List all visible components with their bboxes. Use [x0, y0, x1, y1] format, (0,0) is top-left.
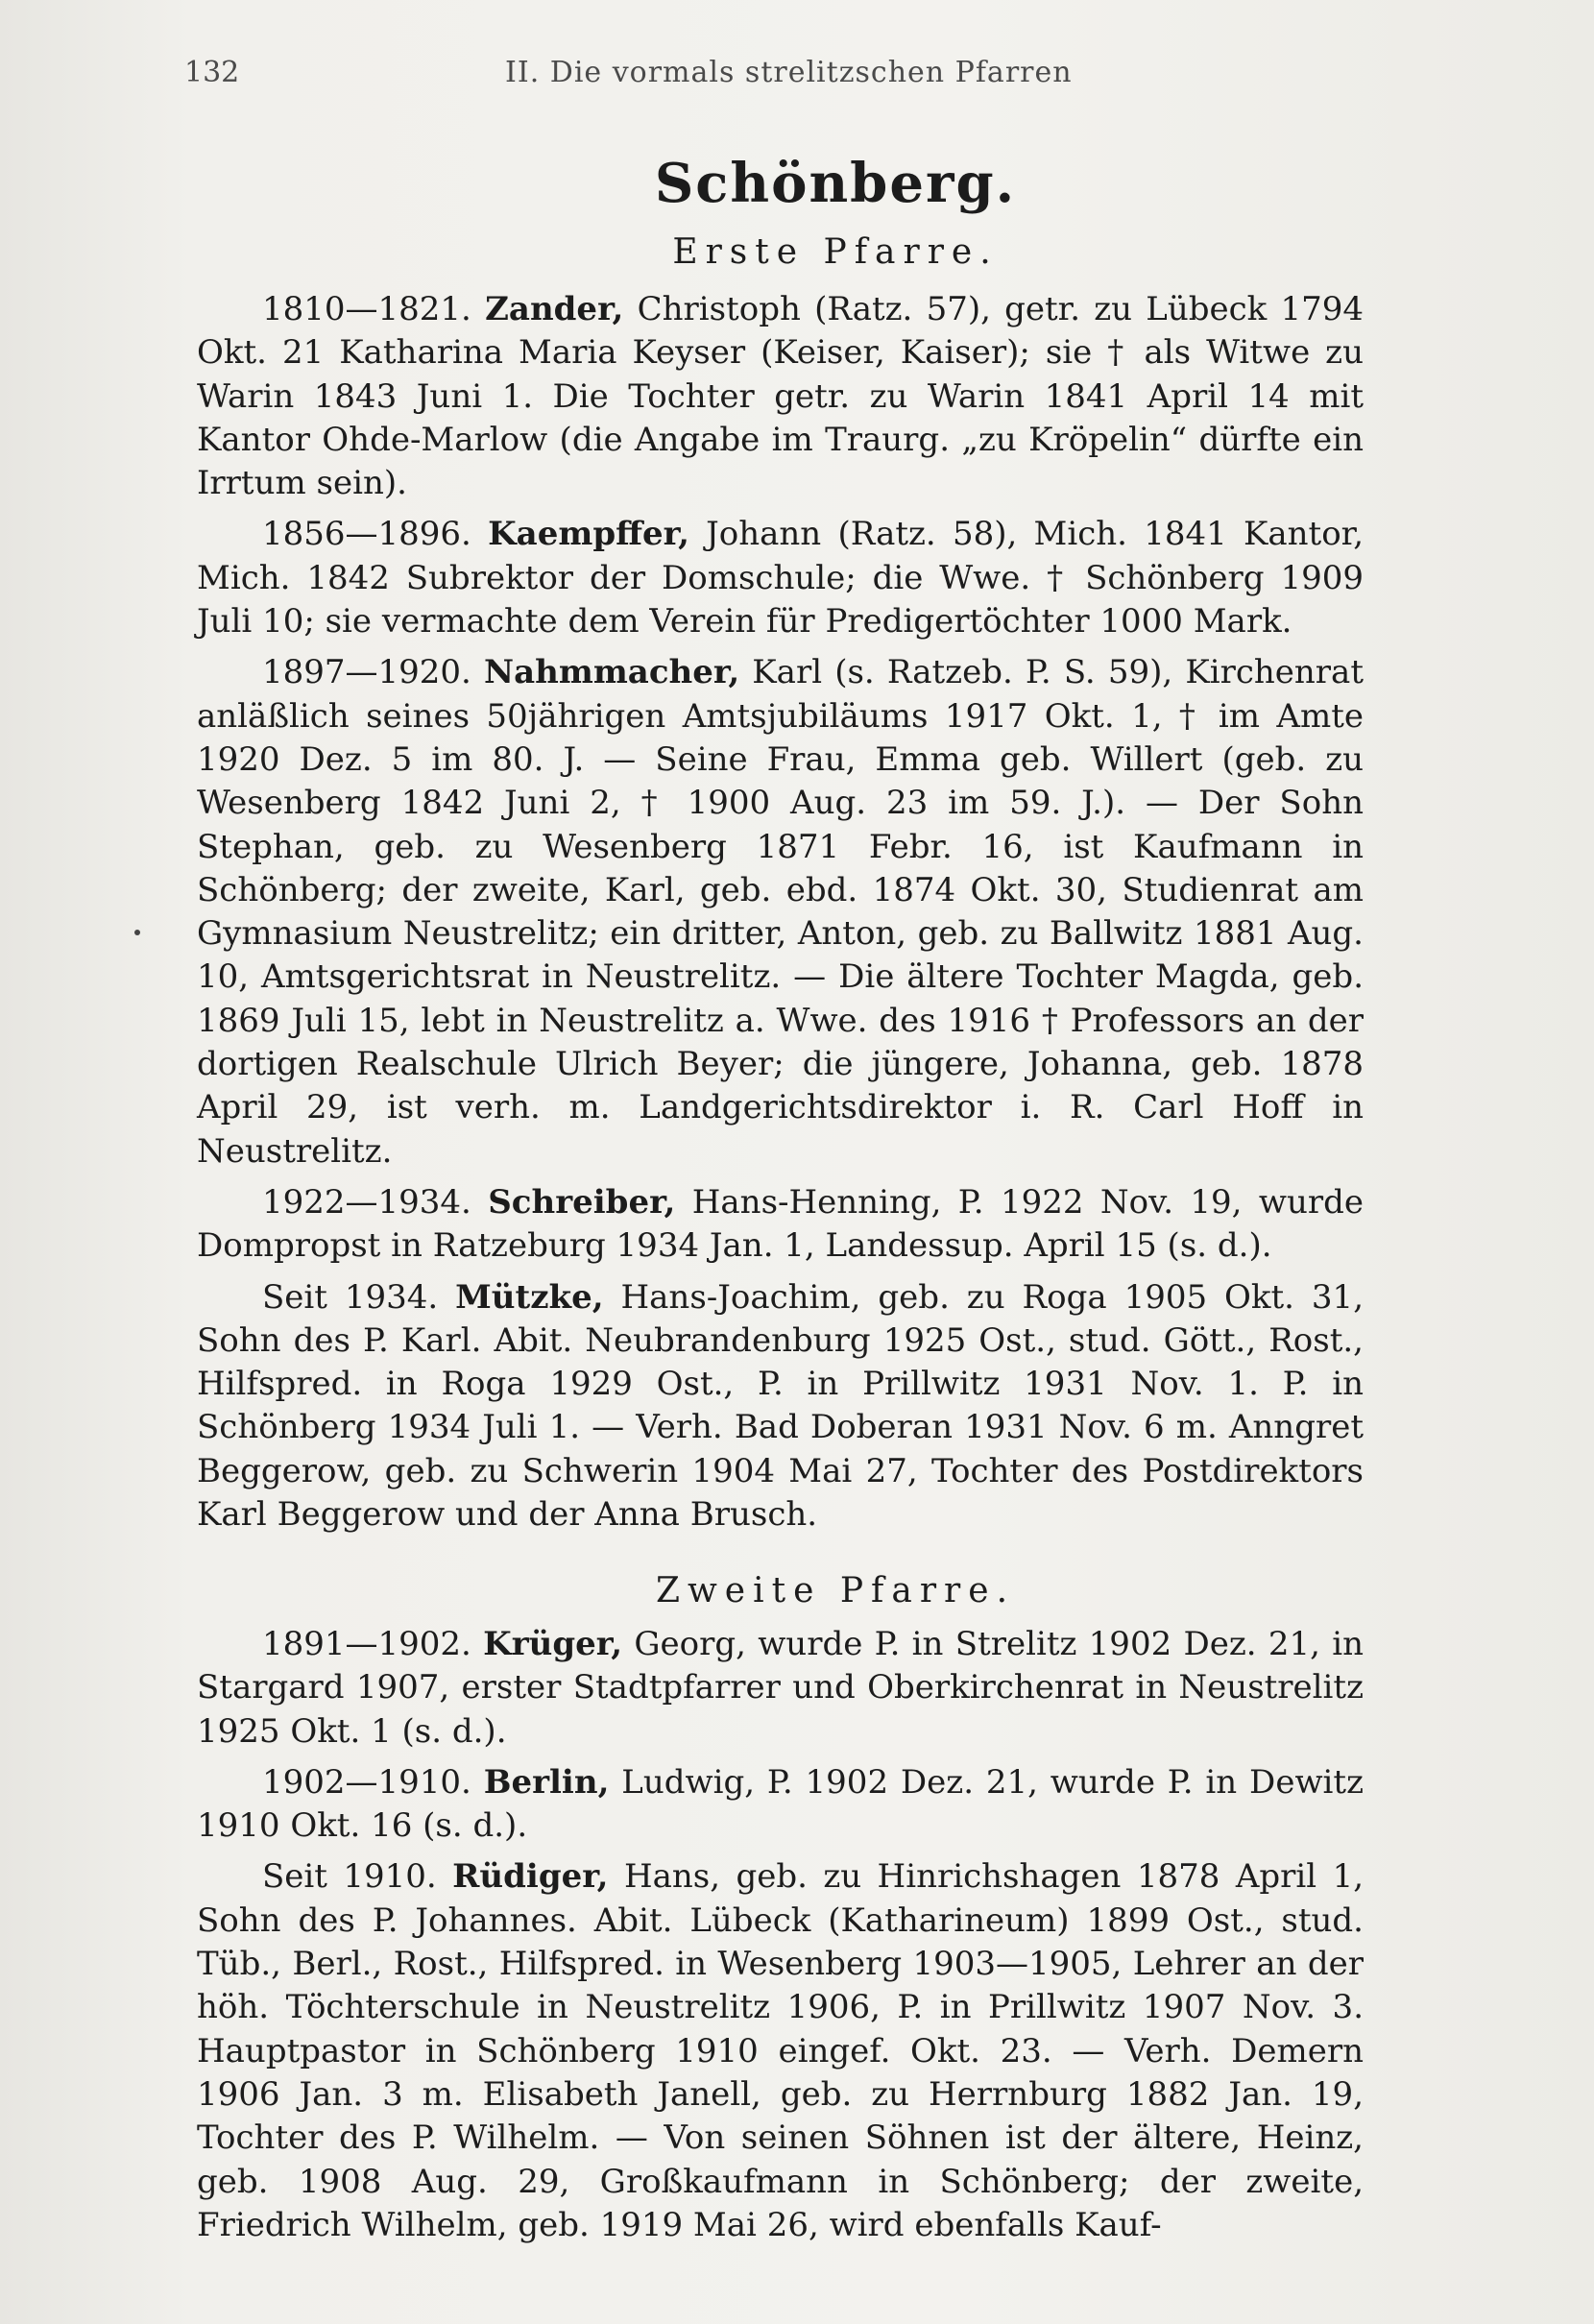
entry-name: Kaempffer, [488, 515, 689, 554]
page-number: 132 [184, 56, 240, 89]
entry-paragraph [197, 1623, 1364, 1754]
entry-paragraph [197, 513, 1364, 643]
first-parish-entries [197, 288, 1364, 1544]
entry-paragraph [197, 1855, 1364, 2247]
entry-name: Schreiber, [488, 1182, 676, 1222]
entry-text: Karl (s. Ratzeb. P. S. 59), Kirchenrat anläßlich seines 50jährigen Amtsjubiläums 1917 Okt. 1, † im Amte 1920 Dez. 5 im 80. J. — Seine Frau, Emma geb. Willert (geb. zu Wesenberg 1842 Juni 2, † 1900 Aug. 23 im 59. J.). — Der Sohn Stephan, geb. zu Wesenberg 1871 Febr. 16, ist Kaufmann in Schönberg; der zweite, Karl, geb. ebd. 1874 Okt. 30, Studienrat am Gymnasium Neustrelitz; ein dritter, Anton, geb. zu Ballwitz 1881 Aug. 10, Amtsgerichtsrat in Neustrelitz. — Die ältere Tochter Magda, geb. 1869 Juli 15, lebt in Neustrelitz a. Wwe. des 1916 † Professors an der dortigen Realschule Ulrich Beyer; die jüngere, Johanna, geb. 1878 April 29, ist verh. m. Landgerichtsdirektor i. R. Carl Hoff in Neustrelitz. [197, 653, 1364, 1171]
entry-name: Mützke, [455, 1277, 604, 1317]
entry-paragraph [197, 1761, 1364, 1849]
entry-text: Georg, wurde P. in Strelitz 1902 Dez. 21, in Stargard 1907, erster Stadtpfarrer und Oberkirchenrat in Neustrelitz 1925 Okt. 1 (s. d.). [197, 1625, 1364, 1751]
entry-name: Nahmmacher, [484, 653, 740, 692]
entry-name: Zander, [485, 290, 624, 328]
entry-paragraph [197, 651, 1364, 1174]
entry-paragraph [197, 1181, 1364, 1269]
entry-text: Christoph (Ratz. 57), getr. zu Lübeck 1794 Okt. 21 Katharina Maria Keyser (Keiser, Kaiser); sie † als Witwe zu Warin 1843 Juni 1. Die Tochter getr. zu Warin 1841 April 14 mit Kantor Ohde-Marlow (die Angabe im Traurg. „zu Kröpelin“ dürfte ein Irrtum sein). [197, 290, 1364, 503]
running-head: II. Die vormals strelitzschen Pfarren [505, 56, 1073, 89]
entry-years: 1897—1920. [262, 653, 471, 692]
entry-paragraph [197, 1276, 1364, 1537]
entry-text: Hans, geb. zu Hinrichshagen 1878 April 1, Sohn des P. Johannes. Abit. Lübeck (Katharineum) 1899 Ost., stud. Tüb., Berl., Rost., Hilfspred. in Wesenberg 1903—1905, Lehrer an der höh. Töchterschule in Neustrelitz 1906, P. in Prillwitz 1907 Nov. 3. Hauptpastor in Schönberg 1910 eingef. Okt. 23. — Verh. Demern 1906 Jan. 3 m. Elisabeth Janell, geb. zu Herrnburg 1882 Jan. 19, Tochter des P. Wilhelm. — Von seinen Söhnen ist der ältere, Heinz, geb. 1908 Aug. 29, Großkaufmann in Schönberg; der zweite, Friedrich Wilhelm, geb. 1919 Mai 26, wird ebenfalls Kauf- [197, 1857, 1365, 2244]
entry-text: Johann (Ratz. 58), Mich. 1841 Kantor, Mich. 1842 Subrektor der Domschule; die Wwe. † Schönberg 1909 Juli 10; sie vermachte dem Verein für Predigertöchter 1000 Mark. [197, 515, 1365, 642]
entry-years: 1902—1910. [262, 1762, 471, 1802]
entry-years: 1891—1902. [262, 1625, 471, 1663]
second-parish-entries [197, 1623, 1364, 2255]
entry-years: 1810—1821. [262, 290, 471, 328]
section-heading-first-parish: Erste Pfarre. [672, 232, 999, 272]
entry-text: Ludwig, P. 1902 Dez. 21, wurde P. in Dewitz 1910 Okt. 16 (s. d.). [197, 1762, 1364, 1846]
entry-years: 1856—1896. [262, 515, 471, 554]
entry-name: Krüger, [483, 1625, 623, 1663]
entry-text: Hans-Henning, P. 1922 Nov. 19, wurde Dompropst in Ratzeburg 1934 Jan. 1, Landessup. April 15 (s. d.). [197, 1182, 1364, 1266]
entry-years: Seit 1934. [262, 1277, 439, 1317]
page-title: Schönberg. [654, 152, 1017, 215]
entry-text: Hans-Joachim, geb. zu Roga 1905 Okt. 31, Sohn des P. Karl. Abit. Neubrandenburg 1925 Ost., stud. Gött., Rost., Hilfspred. in Roga 1929 Ost., P. in Prillwitz 1931 Nov. 1. P. in Schönberg 1934 Juli 1. — Verh. Bad Doberan 1931 Nov. 6 m. Anngret Beggerow, geb. zu Schwerin 1904 Mai 27, Tochter des Postdirektors Karl Beggerow und der Anna Brusch. [197, 1277, 1364, 1535]
entry-years: 1922—1934. [262, 1182, 471, 1222]
section-heading-second-parish: Zweite Pfarre. [655, 1571, 1016, 1610]
margin-dot [134, 930, 140, 935]
entry-paragraph [197, 288, 1364, 505]
entry-name: Rüdiger, [452, 1857, 609, 1897]
entry-name: Berlin, [483, 1762, 610, 1802]
page-header [169, 56, 1408, 104]
entry-years: Seit 1910. [262, 1857, 437, 1897]
